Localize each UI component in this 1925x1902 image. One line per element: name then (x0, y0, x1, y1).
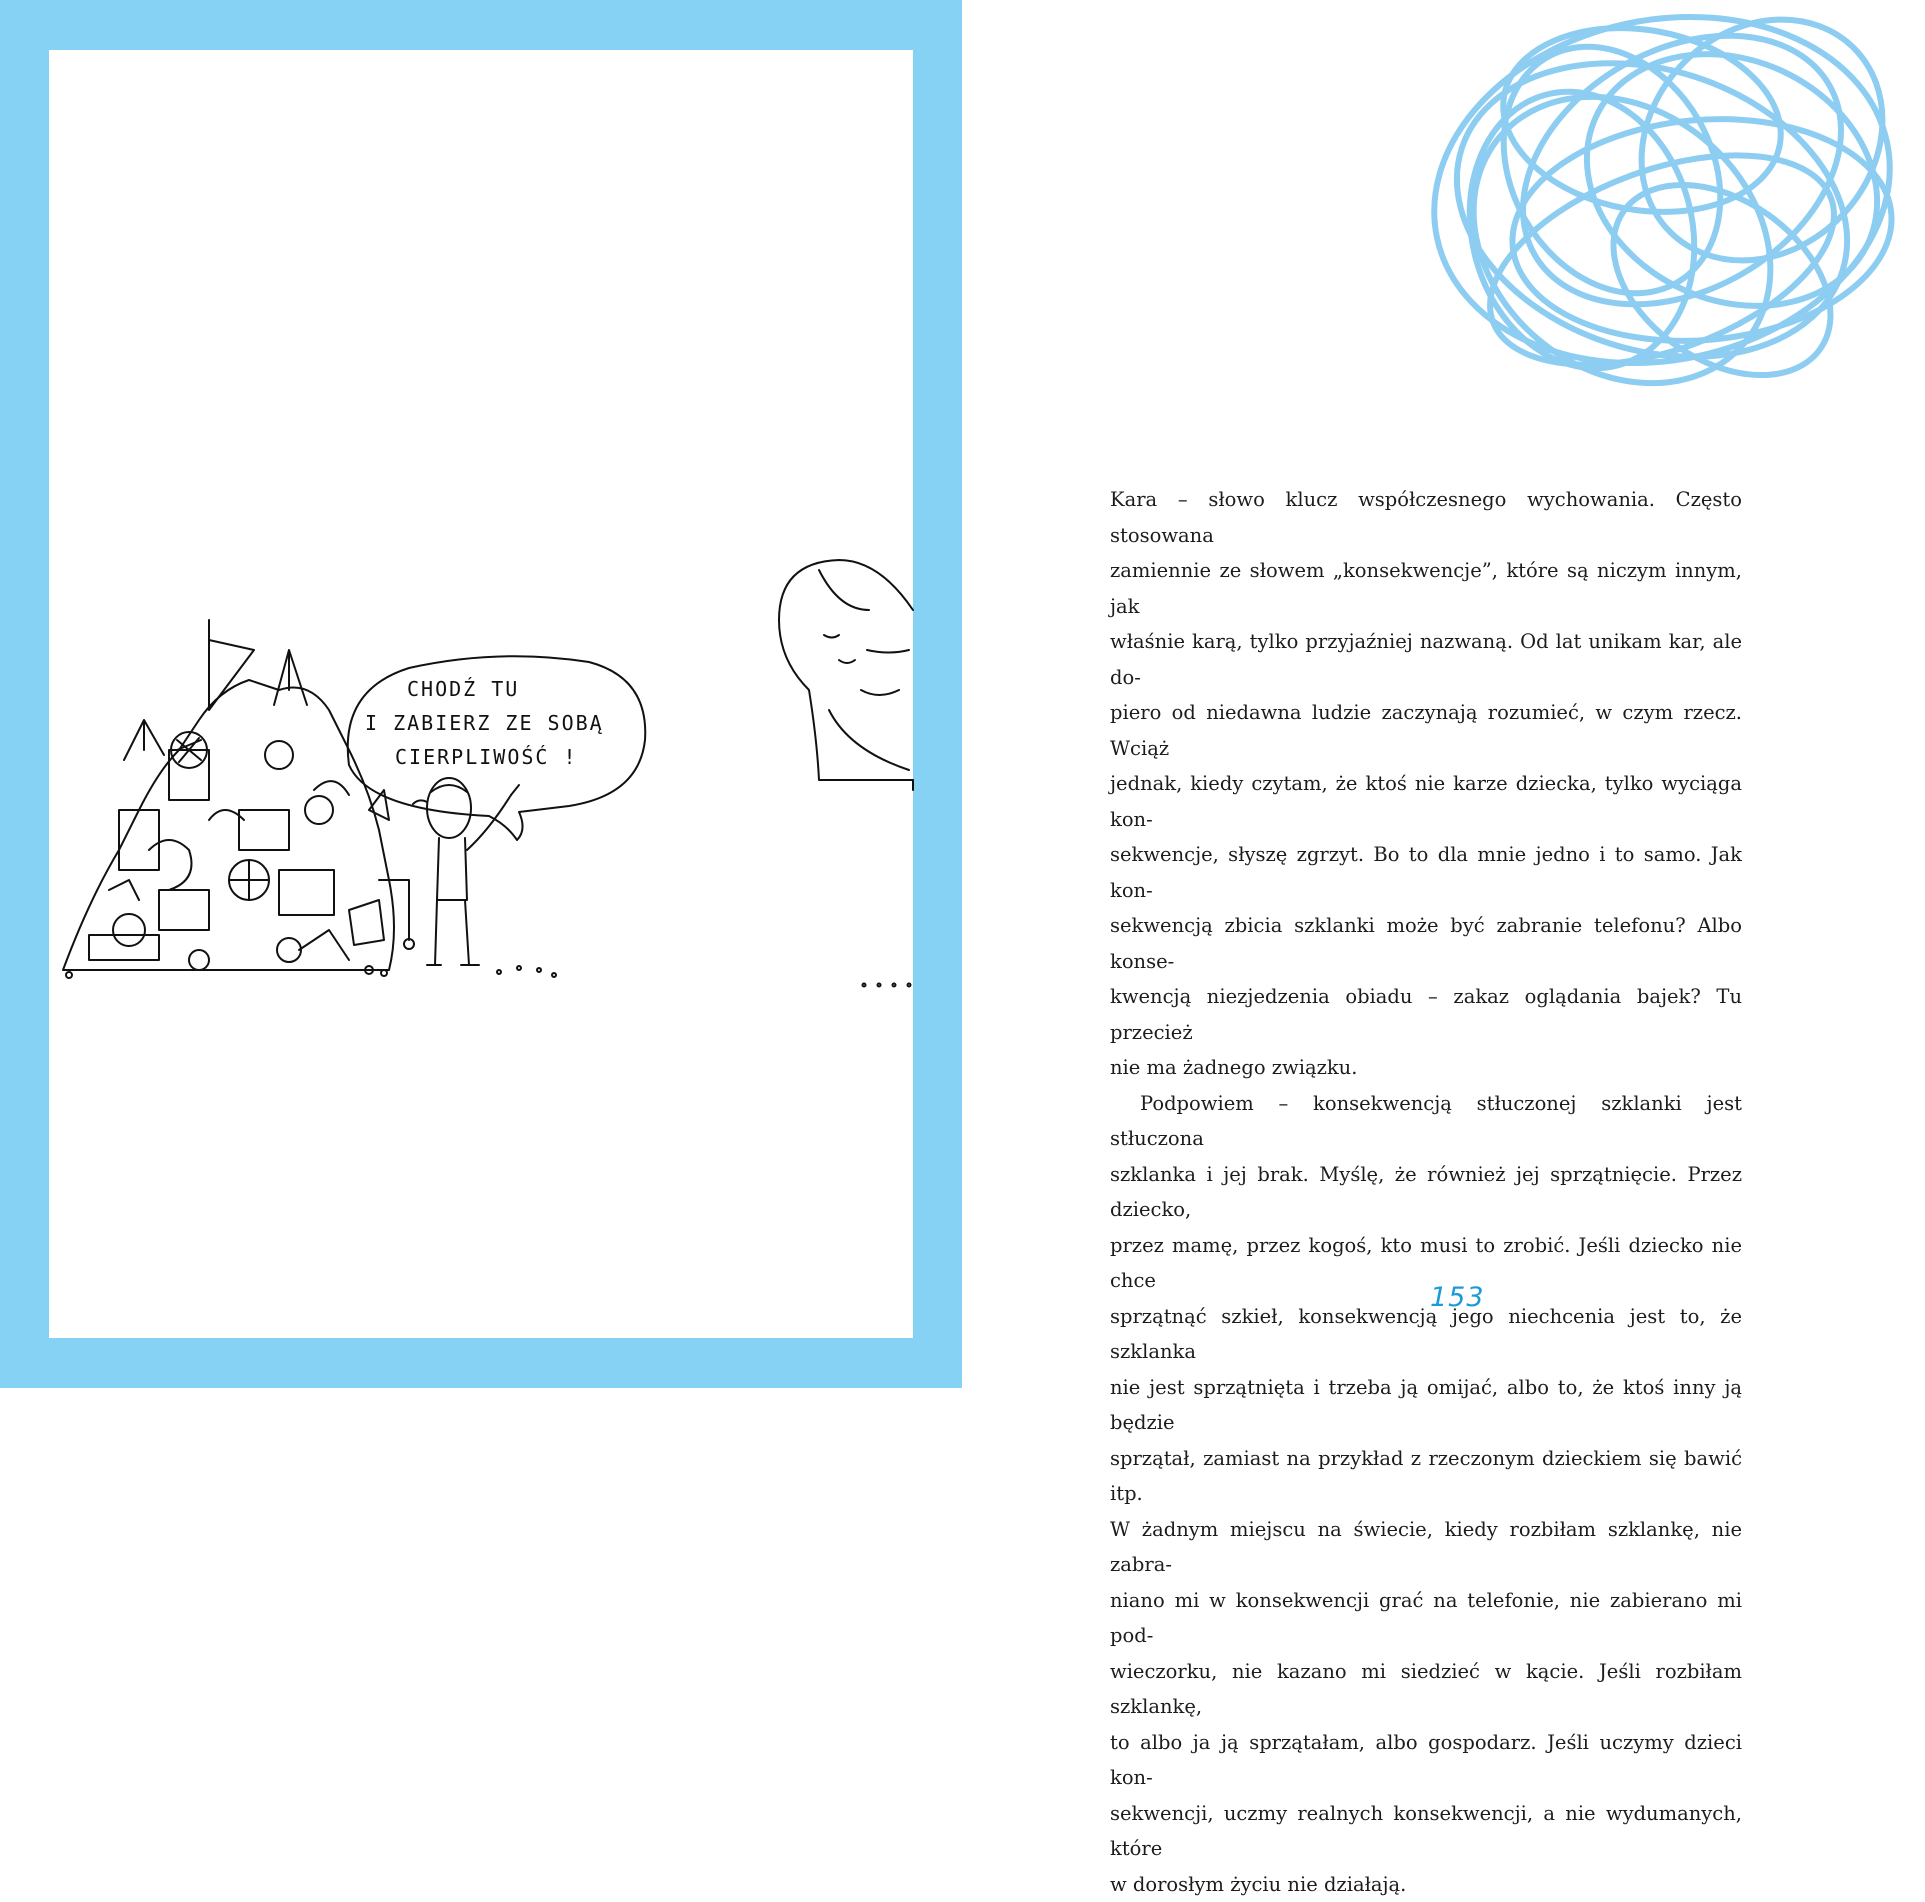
cartoon-illustration (49, 50, 913, 1338)
text-line: sekwencji, uczmy realnych konsekwencji, a nie wydumanych, które (1110, 1796, 1742, 1867)
illustration-panel (49, 50, 913, 1338)
text-line: piero od niedawna ludzie zaczynają rozumieć, w czym rzecz. Wciąż (1110, 695, 1742, 766)
text-line: zamiennie ze słowem „konsekwencje”, które są niczym innym, jak (1110, 553, 1742, 624)
toy-pile-drawing (63, 620, 414, 978)
page-number: 153 (1430, 1282, 1485, 1313)
text-line: w dorosłym życiu nie działają. (1110, 1867, 1742, 1902)
text-line: jednak, kiedy czytam, że ktoś nie karze dziecka, tylko wyciąga kon- (1110, 766, 1742, 837)
text-line: to albo ja ją sprzątałam, albo gospodarz. Jeśli uczymy dzieci kon- (1110, 1725, 1742, 1796)
text-line: niano mi w konsekwencji grać na telefonie, nie zabierano mi pod- (1110, 1583, 1742, 1654)
right-page (962, 0, 1925, 1388)
text-line: wieczorku, nie kazano mi siedzieć w kącie. Jeśli rozbiłam szklankę, (1110, 1654, 1742, 1725)
left-page (0, 0, 962, 1388)
blue-scribble-drawing (962, 0, 1925, 460)
girl-drawing (779, 560, 913, 987)
child-drawing (413, 778, 556, 977)
text-line: W żadnym miejscu na świecie, kiedy rozbiłam szklankę, nie zabra- (1110, 1512, 1742, 1583)
speech-line-2: I ZABIERZ ZE SOBĄ (365, 711, 604, 735)
text-line: kwencją niezjedzenia obiadu – zakaz oglądania bajek? Tu przecież (1110, 979, 1742, 1050)
body-text (1110, 482, 1742, 1902)
text-line: Podpowiem – konsekwencją stłuczonej szklanki jest stłuczona (1110, 1086, 1742, 1157)
speech-line-1: CHODŹ TU (407, 677, 519, 701)
text-line: nie ma żadnego związku. (1110, 1050, 1742, 1086)
text-line: sprzątał, zamiast na przykład z rzeczonym dzieckiem się bawić itp. (1110, 1441, 1742, 1512)
text-line: sprzątnąć szkieł, konsekwencją jego niechcenia jest to, że szklanka (1110, 1299, 1742, 1370)
text-line: szklanka i jej brak. Myślę, że również jej sprzątnięcie. Przez dziecko, (1110, 1157, 1742, 1228)
text-line: Kara – słowo klucz współczesnego wychowania. Często stosowana (1110, 482, 1742, 553)
text-line: nie jest sprzątnięta i trzeba ją omijać, albo to, że ktoś inny ją będzie (1110, 1370, 1742, 1441)
text-line: sekwencje, słyszę zgrzyt. Bo to dla mnie jedno i to samo. Jak kon- (1110, 837, 1742, 908)
text-line: właśnie karą, tylko przyjaźniej nazwaną. Od lat unikam kar, ale do- (1110, 624, 1742, 695)
text-line: przez mamę, przez kogoś, kto musi to zrobić. Jeśli dziecko nie chce (1110, 1228, 1742, 1299)
text-line: sekwencją zbicia szklanki może być zabranie telefonu? Albo konse- (1110, 908, 1742, 979)
speech-line-3: CIERPLIWOŚĆ ! (395, 745, 578, 769)
